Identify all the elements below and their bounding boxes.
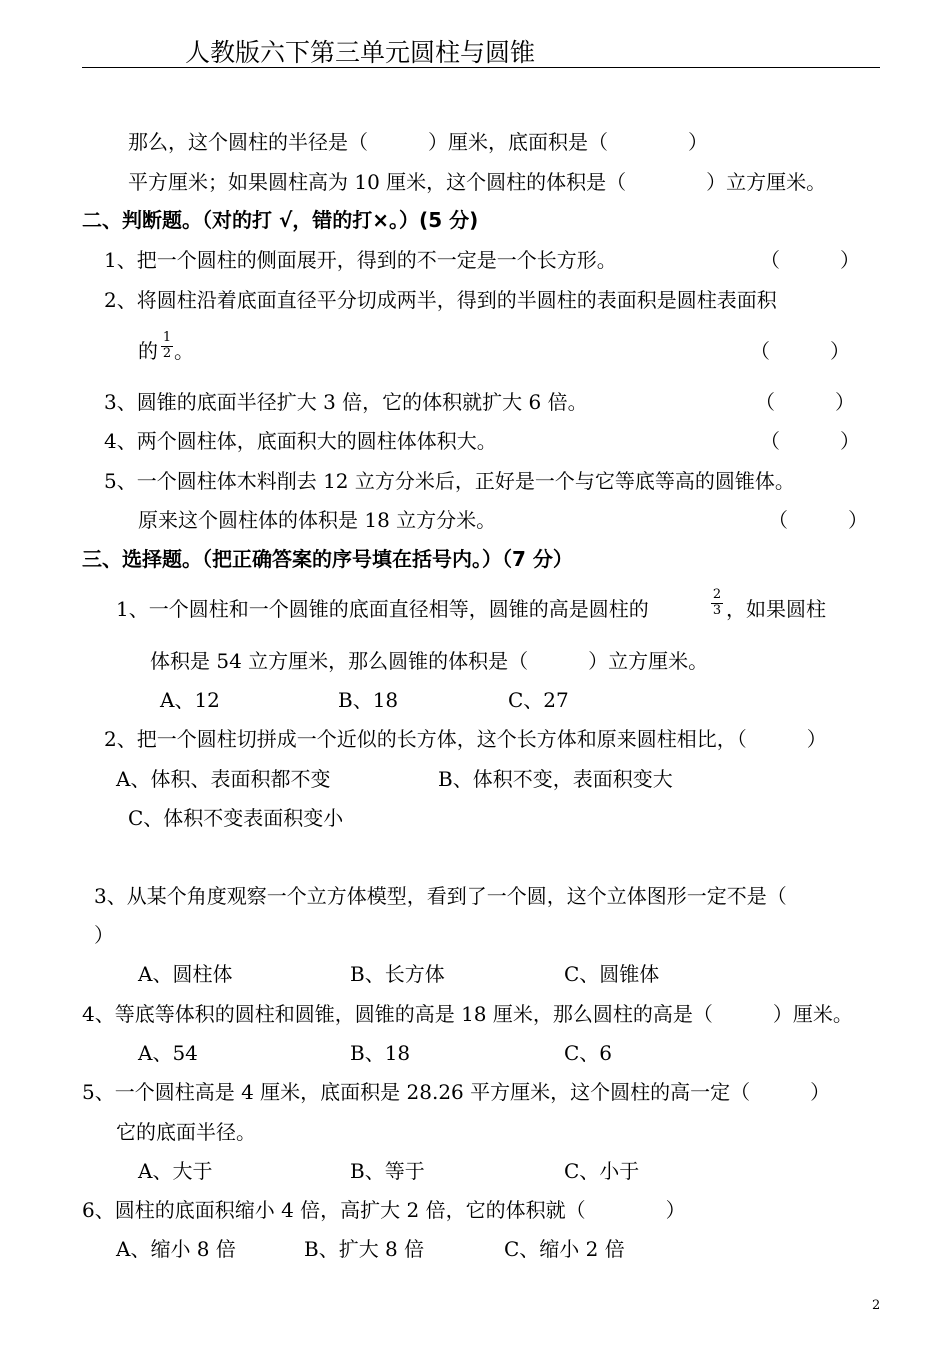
choice-q6-line-1: 6、圆柱的底面积缩小 4 倍，高扩大 2 倍，它的体积就（ ） xyxy=(82,1198,686,1222)
choice-q3-line-1: 3、从某个角度观察一个立方体模型，看到了一个圆，这个立体图形一定不是（ xyxy=(94,884,787,908)
choice-q2-option-b: B、体积不变，表面积变大 xyxy=(438,767,673,791)
judge-q1-paren: （ ） xyxy=(760,248,860,272)
judge-q2-fraction xyxy=(161,331,173,361)
fraction-denominator: 2 xyxy=(162,346,172,361)
fraction-numerator: 1 xyxy=(162,330,172,345)
fraction-numerator: 2 xyxy=(712,587,722,602)
judge-q4-paren: （ ） xyxy=(760,429,860,453)
choice-q1-line-1: 1、一个圆柱和一个圆锥的底面直径相等，圆锥的高是圆柱的 xyxy=(116,597,649,621)
page-title: 人教版六下第三单元圆柱与圆锥 xyxy=(185,38,536,67)
judge-q2-paren: （ ） xyxy=(750,339,850,363)
choice-q4-option-b: B、18 xyxy=(350,1041,411,1065)
choice-q3-option-a: A、圆柱体 xyxy=(138,962,233,986)
choice-q5-option-a: A、大于 xyxy=(138,1159,213,1183)
page-number: 2 xyxy=(872,1298,881,1313)
judge-q5-line-1: 5、一个圆柱体木料削去 12 立方分米后，正好是一个与它等底等高的圆锥体。 xyxy=(104,469,795,493)
judge-q5-paren: （ ） xyxy=(768,508,868,532)
choice-q4-option-c: C、6 xyxy=(564,1041,613,1065)
choice-q4-line-1: 4、等底等体积的圆柱和圆锥，圆锥的高是 18 厘米，那么圆柱的高是（ ）厘米。 xyxy=(82,1002,853,1026)
choice-q1-line-1-end: ，如果圆柱 xyxy=(726,597,826,621)
choice-q1-option-a: A、12 xyxy=(160,688,220,712)
section-3-heading: 三、选择题。（把正确答案的序号填在括号内。）（7 分） xyxy=(82,547,573,571)
judge-q2-end: 。 xyxy=(174,339,194,363)
choice-q5-line-2: 它的底面半径。 xyxy=(116,1120,256,1144)
choice-q6-option-b: B、扩大 8 倍 xyxy=(304,1237,425,1261)
choice-q6-option-a: A、缩小 8 倍 xyxy=(116,1237,236,1261)
header-rule xyxy=(82,67,880,68)
judge-q3-paren: （ ） xyxy=(755,390,855,414)
intro-line-1: 那么，这个圆柱的半径是（ ）厘米，底面积是（ ） xyxy=(128,130,708,154)
choice-q2-option-a: A、体积、表面积都不变 xyxy=(116,767,331,791)
judge-q4: 4、两个圆柱体，底面积大的圆柱体体积大。 xyxy=(104,429,497,453)
choice-q2-line-1: 2、把一个圆柱切拼成一个近似的长方体，这个长方体和原来圆柱相比，（ ） xyxy=(104,727,827,751)
judge-q2-line-1: 2、将圆柱沿着底面直径平分切成两半，得到的半圆柱的表面积是圆柱表面积 xyxy=(104,288,777,312)
choice-q1-option-c: C、27 xyxy=(508,688,569,712)
choice-q5-line-1: 5、一个圆柱高是 4 厘米，底面积是 28.26 平方厘米，这个圆柱的高一定（ ） xyxy=(82,1080,831,1104)
choice-q5-option-c: C、小于 xyxy=(564,1159,640,1183)
judge-q1: 1、把一个圆柱的侧面展开，得到的不一定是一个长方形。 xyxy=(104,248,617,272)
choice-q1-fraction xyxy=(711,588,723,618)
choice-q2-option-c: C、体积不变表面积变小 xyxy=(128,806,344,830)
fraction-denominator: 3 xyxy=(712,603,722,618)
choice-q3-option-b: B、长方体 xyxy=(350,962,445,986)
section-2-heading: 二、判断题。（对的打 √，错的打×。）(5 分) xyxy=(82,208,479,232)
choice-q3-line-2: ） xyxy=(94,923,114,947)
judge-q2-line-2: 的 xyxy=(138,339,158,363)
judge-q5-line-2: 原来这个圆柱体的体积是 18 立方分米。 xyxy=(138,508,497,532)
choice-q3-option-c: C、圆锥体 xyxy=(564,962,660,986)
choice-q6-option-c: C、缩小 2 倍 xyxy=(504,1237,625,1261)
choice-q1-option-b: B、18 xyxy=(338,688,399,712)
intro-line-2: 平方厘米；如果圆柱高为 10 厘米，这个圆柱的体积是（ ）立方厘米。 xyxy=(128,170,827,194)
judge-q3: 3、圆锥的底面半径扩大 3 倍，它的体积就扩大 6 倍。 xyxy=(104,390,588,414)
choice-q1-line-2: 体积是 54 立方厘米，那么圆锥的体积是（ ）立方厘米。 xyxy=(150,649,709,673)
choice-q4-option-a: A、54 xyxy=(138,1041,198,1065)
choice-q5-option-b: B、等于 xyxy=(350,1159,425,1183)
